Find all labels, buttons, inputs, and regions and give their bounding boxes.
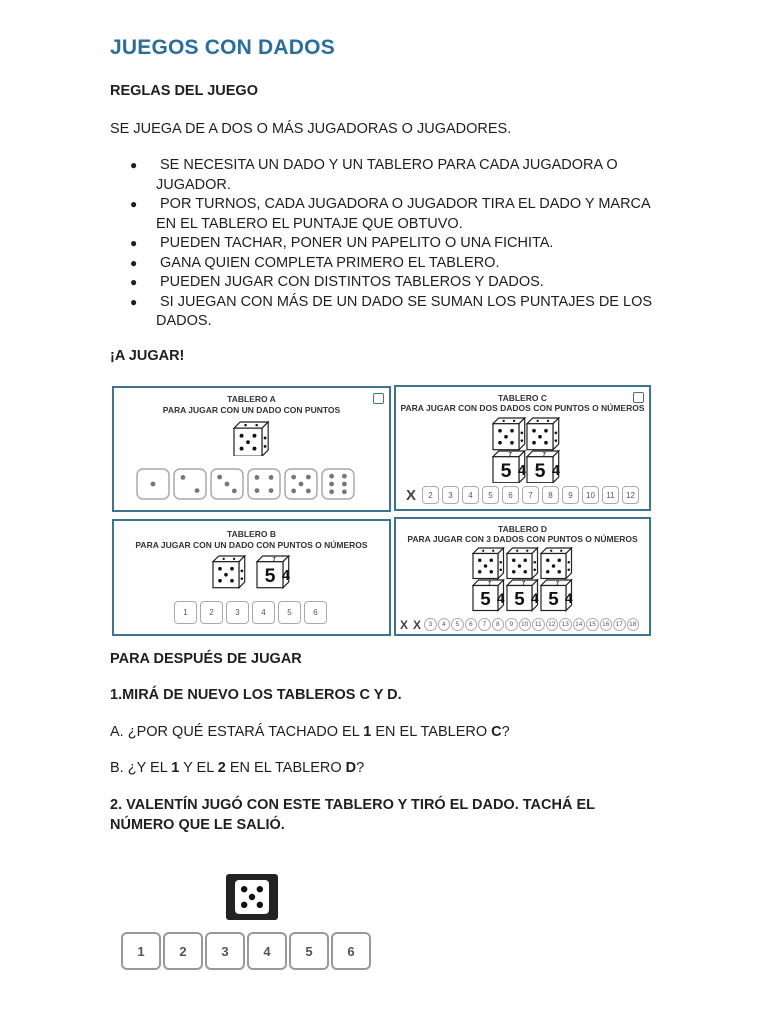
board-d-subtitle: PARA JUGAR CON 3 DADOS CON PUNTOS O NÚMEROS <box>407 534 638 544</box>
board-cell[interactable]: 10 <box>519 618 532 631</box>
svg-text:4: 4 <box>530 591 539 606</box>
board-d-cells <box>398 618 639 631</box>
rolled-die-icon <box>226 874 278 920</box>
svg-text:5: 5 <box>548 588 559 609</box>
svg-text:5: 5 <box>500 460 512 482</box>
valentin-cell[interactable]: 4 <box>247 932 287 970</box>
rule-item: ● SE NECESITA UN DADO Y UN TABLERO PARA CADA JUGADORA O JUGADOR. <box>130 157 618 193</box>
valentin-cell[interactable]: 5 <box>289 932 329 970</box>
svg-text:7: 7 <box>542 452 546 459</box>
board-d-name: TABLERO D <box>498 524 547 534</box>
board-cell[interactable]: 8 <box>492 618 505 631</box>
rule-item: ● PUEDEN TACHAR, PONER UN PAPELITO O UNA FICHITA. <box>130 234 670 254</box>
board-cell[interactable]: 2 <box>200 601 223 624</box>
question-2: 2. VALENTÍN JUGÓ CON ESTE TABLERO Y TIRÓ EL DADO. TACHÁ EL NÚMERO QUE LE SALIÓ. <box>110 797 595 833</box>
svg-text:7: 7 <box>521 580 526 587</box>
board-cell[interactable]: 1 <box>174 601 197 624</box>
dice-3d-icon <box>232 420 272 456</box>
expand-icon[interactable] <box>373 393 384 404</box>
board-cell[interactable]: 4 <box>462 486 479 504</box>
board-c-dice <box>492 417 562 488</box>
board-cell[interactable]: 9 <box>505 618 518 631</box>
svg-text:5: 5 <box>514 588 525 609</box>
board-b-dice <box>212 555 296 594</box>
bullet-icon: ● <box>130 236 138 250</box>
bullet-icon: ● <box>130 275 138 289</box>
die-face-1-icon[interactable] <box>136 468 170 500</box>
question-b: B. ¿Y EL 1 Y EL 2 EN EL TABLERO D? <box>110 760 365 776</box>
board-a-subtitle: PARA JUGAR CON UN DADO CON PUNTOS <box>162 405 341 415</box>
board-cell[interactable]: 13 <box>559 618 572 631</box>
board-cell[interactable]: 18 <box>627 618 640 631</box>
board-cell[interactable]: 6 <box>502 486 519 504</box>
board-cell[interactable]: 3 <box>442 486 459 504</box>
board-cell[interactable]: 12 <box>622 486 639 504</box>
board-cell[interactable]: 6 <box>304 601 327 624</box>
valentin-cell[interactable]: 3 <box>205 932 245 970</box>
die-face-4-icon[interactable] <box>247 468 281 500</box>
valentin-board <box>121 932 371 970</box>
page-title: JUEGOS CON DADOS <box>110 36 335 59</box>
board-cell[interactable]: 5 <box>482 486 499 504</box>
board-cell[interactable]: 6 <box>465 618 478 631</box>
board-cell[interactable]: 2 <box>422 486 439 504</box>
board-d <box>394 517 651 636</box>
board-cell[interactable]: 17 <box>613 618 626 631</box>
valentin-cell[interactable]: 1 <box>121 932 161 970</box>
valentin-cell[interactable]: 6 <box>331 932 371 970</box>
board-cell[interactable]: 5 <box>278 601 301 624</box>
die-face-3-icon[interactable] <box>210 468 244 500</box>
svg-text:4: 4 <box>496 591 505 606</box>
board-b-subtitle: PARA JUGAR CON UN DADO CON PUNTOS O NÚMEROS <box>135 540 368 550</box>
question-a: A. ¿POR QUÉ ESTARÁ TACHADO EL 1 EN EL TABLERO C? <box>110 724 510 740</box>
svg-text:4: 4 <box>551 462 560 479</box>
rules-list <box>130 156 670 332</box>
board-cell[interactable]: 11 <box>532 618 545 631</box>
play-heading: ¡A JUGAR! <box>110 348 185 364</box>
svg-text:4: 4 <box>564 591 573 606</box>
svg-text:5: 5 <box>264 565 276 587</box>
board-cell[interactable]: 12 <box>546 618 559 631</box>
board-d-dice <box>472 547 574 618</box>
svg-text:7: 7 <box>508 452 512 459</box>
board-c-subtitle: PARA JUGAR CON DOS DADOS CON PUNTOS O NÚMEROS <box>400 403 645 413</box>
board-cell[interactable]: 10 <box>582 486 599 504</box>
rules-heading: REGLAS DEL JUEGO <box>110 83 258 99</box>
board-cell[interactable]: 4 <box>252 601 275 624</box>
intro-text: SE JUEGA DE A DOS O MÁS JUGADORAS O JUGADORES. <box>110 121 512 137</box>
svg-text:5: 5 <box>534 460 546 482</box>
board-a-name: TABLERO A <box>227 394 276 404</box>
board-c-name: TABLERO C <box>498 393 547 403</box>
board-cell[interactable]: 3 <box>424 618 437 631</box>
bullet-icon: ● <box>130 255 138 270</box>
rule-item: ● PUEDEN JUGAR CON DISTINTOS TABLEROS Y DADOS. <box>130 273 670 293</box>
board-c-cells <box>403 486 639 504</box>
dice-group-icon <box>472 547 574 613</box>
die-face-5-icon[interactable] <box>284 468 318 500</box>
dice-group-icon <box>492 417 562 483</box>
board-cell[interactable]: 5 <box>451 618 464 631</box>
expand-icon[interactable] <box>633 392 644 403</box>
board-cell[interactable]: 7 <box>522 486 539 504</box>
board-cell[interactable]: 11 <box>602 486 619 504</box>
svg-text:5: 5 <box>480 588 491 609</box>
board-cell[interactable]: 16 <box>600 618 613 631</box>
svg-text:4: 4 <box>517 462 526 479</box>
die-face-2-icon[interactable] <box>173 468 207 500</box>
crossed-cell[interactable]: X <box>399 617 408 632</box>
svg-text:7: 7 <box>555 580 560 587</box>
question-1: 1.MIRÁ DE NUEVO LOS TABLEROS C Y D. <box>110 687 402 703</box>
board-b-cells <box>174 601 327 624</box>
valentin-cell[interactable]: 2 <box>163 932 203 970</box>
board-cell[interactable]: 4 <box>438 618 451 631</box>
rule-item: ● GANA QUIEN COMPLETA PRIMERO EL TABLERO. <box>130 254 670 274</box>
rule-item: ● SI JUEGAN CON MÁS DE UN DADO SE SUMAN LOS PUNTAJES DE LOS DADOS. <box>130 293 653 329</box>
board-a <box>112 386 391 512</box>
bullet-icon: ● <box>130 158 138 172</box>
board-cell[interactable]: 8 <box>542 486 559 504</box>
after-heading: PARA DESPUÉS DE JUGAR <box>110 651 302 667</box>
bullet-icon: ● <box>130 197 138 211</box>
die-face-6-icon[interactable] <box>321 468 355 500</box>
board-cell[interactable]: 3 <box>226 601 249 624</box>
board-b-name: TABLERO B <box>227 529 276 539</box>
svg-text:4: 4 <box>281 567 290 584</box>
svg-text:7: 7 <box>487 580 492 587</box>
bullet-icon: ● <box>130 294 138 309</box>
board-cell[interactable]: 14 <box>573 618 586 631</box>
dice-pair-icon <box>212 555 296 589</box>
board-cell[interactable]: 9 <box>562 486 579 504</box>
board-c <box>394 385 651 511</box>
board-b <box>112 519 391 636</box>
board-cell[interactable]: 7 <box>478 618 491 631</box>
crossed-cell[interactable]: X <box>412 617 421 632</box>
rule-item: ● POR TURNOS, CADA JUGADORA O JUGADOR TIRA EL DADO Y MARCA EN EL TABLERO EL PUNTAJE QUE OBTUVO. <box>130 196 650 232</box>
board-a-faces <box>136 468 355 500</box>
crossed-cell[interactable]: X <box>403 486 419 504</box>
board-cell[interactable]: 15 <box>586 618 599 631</box>
svg-text:7: 7 <box>272 557 276 564</box>
